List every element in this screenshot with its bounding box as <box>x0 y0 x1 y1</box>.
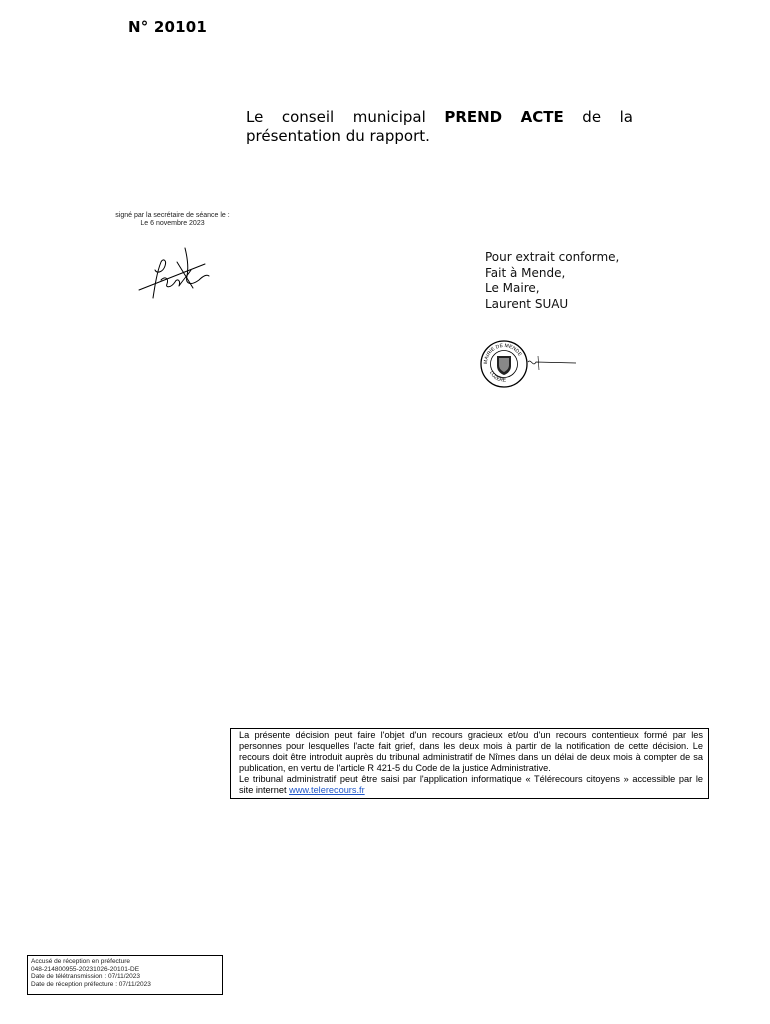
seal-text-bottom: LOZÈRE <box>488 370 507 384</box>
prefecture-receipt-box <box>27 955 223 995</box>
mayor-title: Le Maire, <box>485 281 540 295</box>
decision-line-1 <box>246 108 633 127</box>
decision-word: Le <box>246 108 264 126</box>
decision-word: de <box>582 108 602 126</box>
extract-place: Fait à Mende, <box>485 265 566 280</box>
mayor-name: Laurent SUAU <box>485 296 569 311</box>
legal-notice-text: Le tribunal administratif peut être saisi par l'application informatique « Télérecours citoyens » accessible par le site internet <box>239 774 703 795</box>
decision-word: municipal <box>352 108 426 126</box>
decision-text <box>246 108 633 146</box>
document-number: N° 20101 <box>128 18 208 36</box>
receipt-reference: 048-214800955-20231026-20101-DE <box>31 965 140 973</box>
seal-text-top: MAIRIE DE MENDE <box>482 342 523 365</box>
secretary-signature-note <box>100 212 245 228</box>
secretary-note-line: signé par la secrétaire de séance le : <box>115 212 230 219</box>
receipt-transmission-date: Date de télétransmission : 07/11/2023 <box>31 973 141 981</box>
telerecours-link[interactable]: www.telerecours.fr <box>289 785 365 795</box>
decision-keyword: ACTE <box>520 108 564 126</box>
decision-word: la <box>619 108 633 126</box>
secretary-note-date: Le 6 novembre 2023 <box>140 220 205 227</box>
municipal-seal <box>478 338 578 390</box>
secretary-signature <box>133 240 213 302</box>
extract-line: Pour extrait conforme, <box>485 250 620 264</box>
legal-notice-paragraph-2 <box>239 774 703 796</box>
decision-keyword: PREND <box>444 108 503 126</box>
decision-word: conseil <box>281 108 335 126</box>
legal-notice-box <box>230 728 709 799</box>
receipt-title: Accusé de réception en préfecture <box>31 958 131 965</box>
extract-block <box>485 250 619 312</box>
decision-line-2: présentation du rapport. <box>246 127 430 145</box>
legal-notice-paragraph: La présente décision peut faire l'objet d'un recours gracieux et/ou d'un recours contentieux formé par les personnes pour lesquelles l'acte fait grief, dans les deux mois à partir de la notification de cette décision. Le recours doit être introduit auprès du tribunal administratif de Nîmes dans un délai de deux mois à compter de sa publication, en vertu de l'article R 421-5 du Code de la justice Administrative. <box>239 730 703 773</box>
receipt-reception-date: Date de réception préfecture : 07/11/2023 <box>31 981 151 989</box>
